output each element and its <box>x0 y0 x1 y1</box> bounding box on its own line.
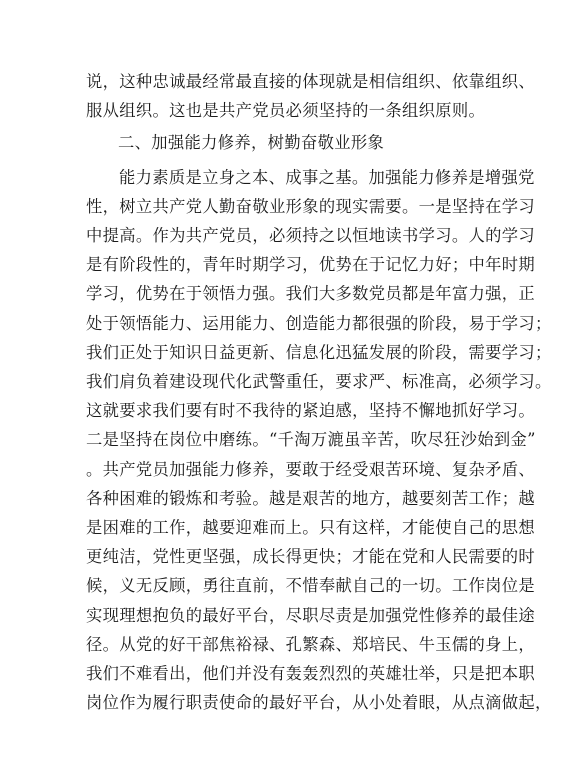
text-line: 更纯洁，党性更坚强，成长得更快；才能在党和人民需要的时 <box>86 547 536 567</box>
text-line: 是困难的工作，越要迎难而上。只有这样，才能使自己的思想 <box>86 518 536 538</box>
paragraph-ability <box>86 163 552 718</box>
text-line: 性，树立共产党人勤奋敬业形象的现实需要。一是坚持在学习 <box>86 196 536 216</box>
text-line: 处于领悟能力、运用能力、创造能力都很强的阶段，易于学习； <box>86 313 552 333</box>
text-line: 实现理想抱负的最好平台，尽职尽责是加强党性修养的最佳途 <box>86 605 536 625</box>
section-heading: 二、加强能力修养，树勤奋敬业形象 <box>118 133 385 153</box>
text-line: 我们不难看出，他们并没有轰轰烈烈的英雄壮举，只是把本职 <box>86 664 536 684</box>
text-line: 各种困难的锻炼和考验。越是艰苦的地方，越要刻苦工作；越 <box>86 488 536 508</box>
text-line: 二是坚持在岗位中磨练。“千淘万漉虽辛苦，吹尽狂沙始到金” <box>86 430 536 450</box>
text-line: 是有阶段性的，青年时期学习，优势在于记忆力好；中年时期 <box>86 255 536 275</box>
text-line: 学习，优势在于领悟力强。我们大多数党员都是年富力强，正 <box>86 284 536 304</box>
text-line: 说，这种忠诚最经常最直接的体现就是相信组织、依靠组织、 <box>86 72 536 91</box>
text-line: 这就要求我们要有时不我待的紧迫感，坚持不懈地抓好学习。 <box>86 401 536 421</box>
text-line: 我们肩负着建设现代化武警重任，要求严、标准高，必须学习。 <box>86 372 552 392</box>
text-line: 。共产党员加强能力修养，要敢于经受艰苦环境、复杂矛盾、 <box>86 459 536 479</box>
text-line: 我们正处于知识日益更新、信息化迅猛发展的阶段，需要学习； <box>86 342 552 362</box>
paragraph-loyalty <box>86 67 536 125</box>
text-line: 径。从党的好干部焦裕禄、孔繁森、郑培民、牛玉儒的身上， <box>86 634 536 654</box>
text-line: 能力素质是立身之本、成事之基。加强能力修养是增强党 <box>119 167 535 187</box>
text-line: 岗位作为履行职责使命的最好平台，从小处着眼，从点滴做起， <box>86 693 552 713</box>
text-line: 中提高。作为共产党员，必须持之以恒地读书学习。人的学习 <box>86 226 536 246</box>
text-line: 候，义无反顾，勇往直前，不惜奉献自己的一切。工作岗位是 <box>86 576 536 596</box>
text-line: 服从组织。这也是共产党员必须坚持的一条组织原则。 <box>86 101 486 121</box>
